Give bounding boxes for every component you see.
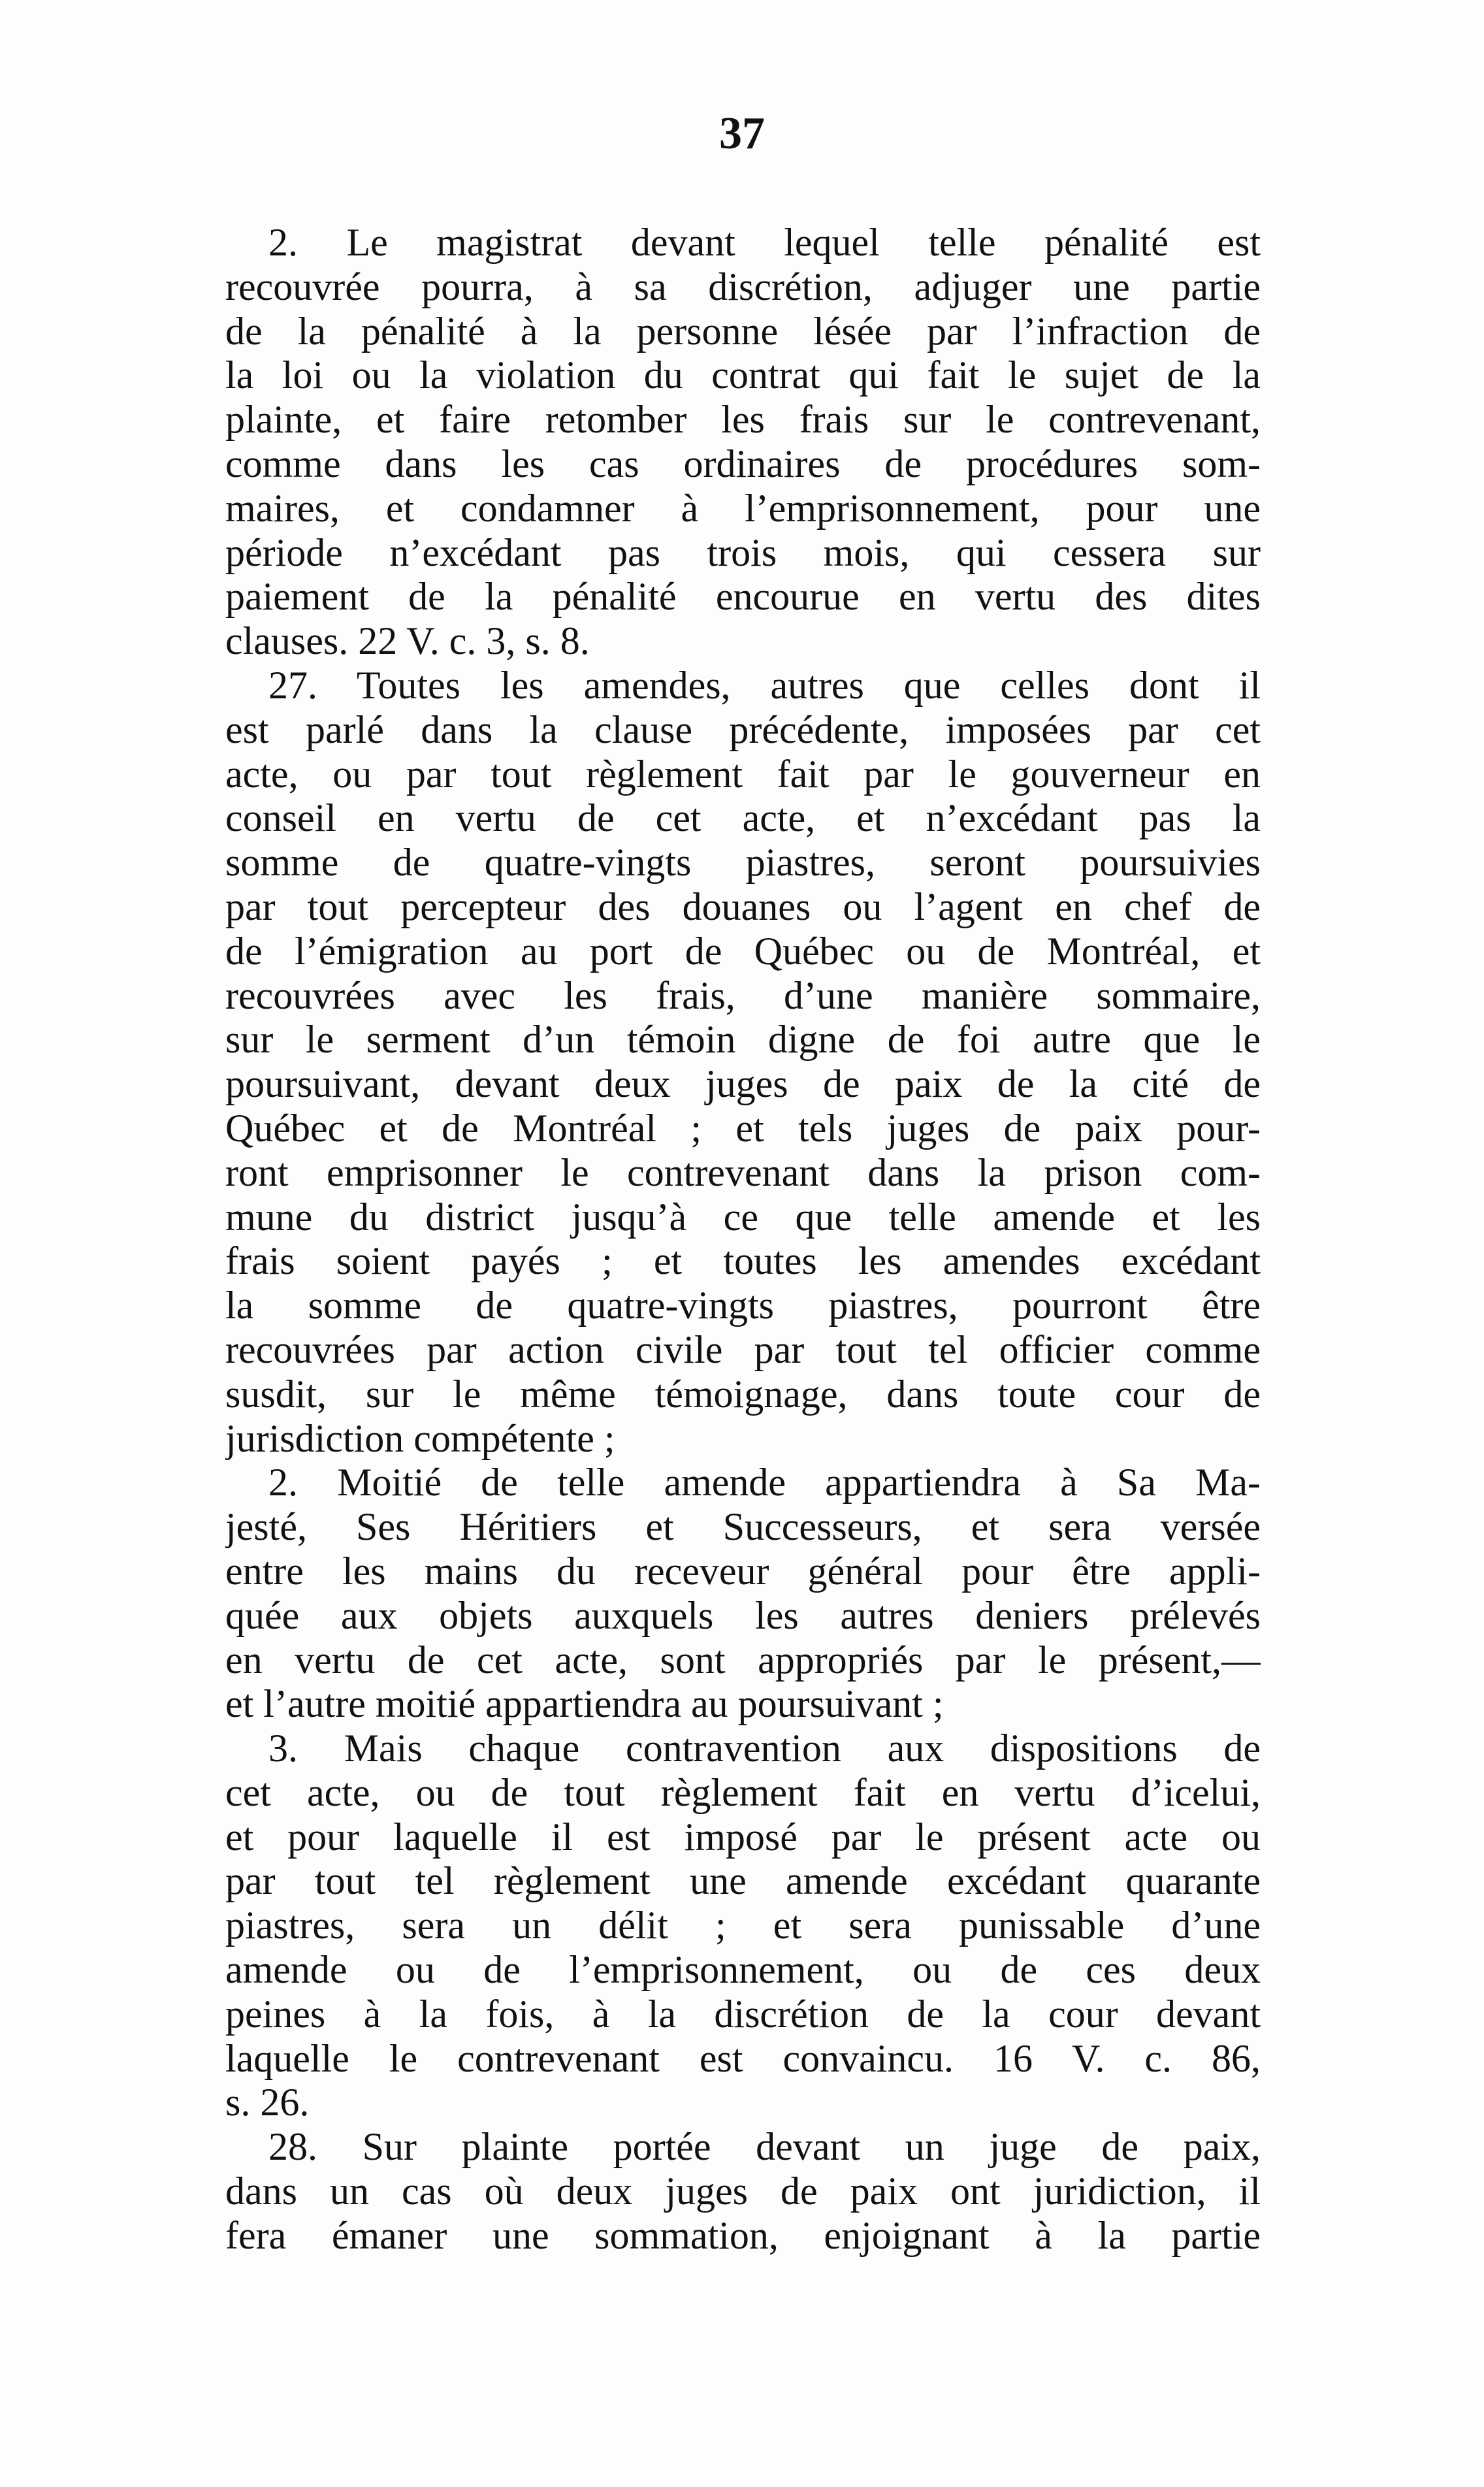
text-line: sur le serment d’un témoin digne de foi autre que le: [225, 1018, 1261, 1062]
text-line: comme dans les cas ordinaires de procédures som-: [225, 442, 1261, 485]
text-line: poursuivant, devant deux juges de paix de la cité de: [225, 1062, 1261, 1106]
text-line: dans un cas où deux juges de paix ont juridiction, il: [225, 2170, 1261, 2213]
body-text: [225, 221, 1261, 2258]
text-line: acte, ou par tout règlement fait par le gouverneur en: [225, 752, 1261, 796]
text-line: période n’excédant pas trois mois, qui cessera sur: [225, 530, 1261, 574]
text-line: recouvrées par action civile par tout tel officier comme: [225, 1327, 1261, 1371]
text-line: s. 26.: [225, 2081, 310, 2124]
text-line: par tout percepteur des douanes ou l’agent en chef de: [225, 885, 1261, 928]
text-line: cet acte, ou de tout règlement fait en vertu d’icelui,: [225, 1770, 1261, 1814]
page-number: 37: [719, 108, 765, 159]
text-line: et pour laquelle il est imposé par le présent acte ou: [225, 1815, 1261, 1859]
text-line: susdit, sur le même témoignage, dans toute cour de: [225, 1372, 1261, 1416]
text-line: 28. Sur plainte portée devant un juge de paix,: [268, 2125, 1261, 2169]
text-line: jurisdiction compétente ;: [225, 1416, 615, 1460]
text-line: la somme de quatre-vingts piastres, pourront être: [225, 1284, 1261, 1327]
text-line: laquelle le contrevenant est convaincu. 16 V. c. 86,: [225, 2036, 1261, 2080]
text-line: 3. Mais chaque contravention aux dispositions de: [268, 1727, 1261, 1770]
text-line: 2. Moitié de telle amende appartiendra à Sa Ma-: [268, 1461, 1261, 1504]
text-line: maires, et condamner à l’emprisonnement, pour une: [225, 486, 1261, 530]
text-line: entre les mains du receveur général pour être appli-: [225, 1549, 1261, 1593]
text-line: recouvrées avec les frais, d’une manière sommaire,: [225, 973, 1261, 1017]
text-line: plainte, et faire retomber les frais sur le contrevenant,: [225, 398, 1261, 442]
text-line: est parlé dans la clause précédente, imposées par cet: [225, 707, 1261, 751]
text-line: somme de quatre-vingts piastres, seront poursuivies: [225, 841, 1261, 885]
text-line: piastres, sera un délit ; et sera punissable d’une: [225, 1904, 1261, 1947]
text-line: ront emprisonner le contrevenant dans la prison com-: [225, 1150, 1261, 1194]
text-line: paiement de la pénalité encourue en vertu des dites: [225, 575, 1261, 619]
text-line: de l’émigration au port de Québec ou de Montréal, et: [225, 929, 1261, 973]
text-line: quée aux objets auxquels les autres deniers prélevés: [225, 1593, 1261, 1637]
text-line: fera émaner une sommation, enjoignant à la partie: [225, 2213, 1261, 2257]
text-line: 27. Toutes les amendes, autres que celles dont il: [268, 663, 1261, 707]
text-line: et l’autre moitié appartiendra au poursuivant ;: [225, 1682, 944, 1726]
text-line: recouvrée pourra, à sa discrétion, adjuger une partie: [225, 265, 1261, 308]
text-line: 2. Le magistrat devant lequel telle pénalité est: [268, 221, 1261, 264]
text-line: peines à la fois, à la discrétion de la cour devant: [225, 1992, 1261, 2036]
text-line: par tout tel règlement une amende excédant quarante: [225, 1859, 1261, 1903]
text-line: jesté, Ses Héritiers et Successeurs, et sera versée: [225, 1505, 1261, 1549]
text-line: en vertu de cet acte, sont appropriés par le présent,—: [225, 1638, 1261, 1682]
text-line: amende ou de l’emprisonnement, ou de ces deux: [225, 1948, 1261, 1992]
text-line: frais soient payés ; et toutes les amendes excédant: [225, 1239, 1261, 1283]
text-line: Québec et de Montréal ; et tels juges de paix pour-: [225, 1106, 1261, 1150]
text-line: mune du district jusqu’à ce que telle amende et les: [225, 1195, 1261, 1239]
text-line: clauses. 22 V. c. 3, s. 8.: [225, 619, 590, 663]
text-line: la loi ou la violation du contrat qui fait le sujet de la: [225, 353, 1261, 397]
text-line: conseil en vertu de cet acte, et n’excédant pas la: [225, 796, 1261, 840]
text-line: de la pénalité à la personne lésée par l’infraction de: [225, 309, 1261, 353]
